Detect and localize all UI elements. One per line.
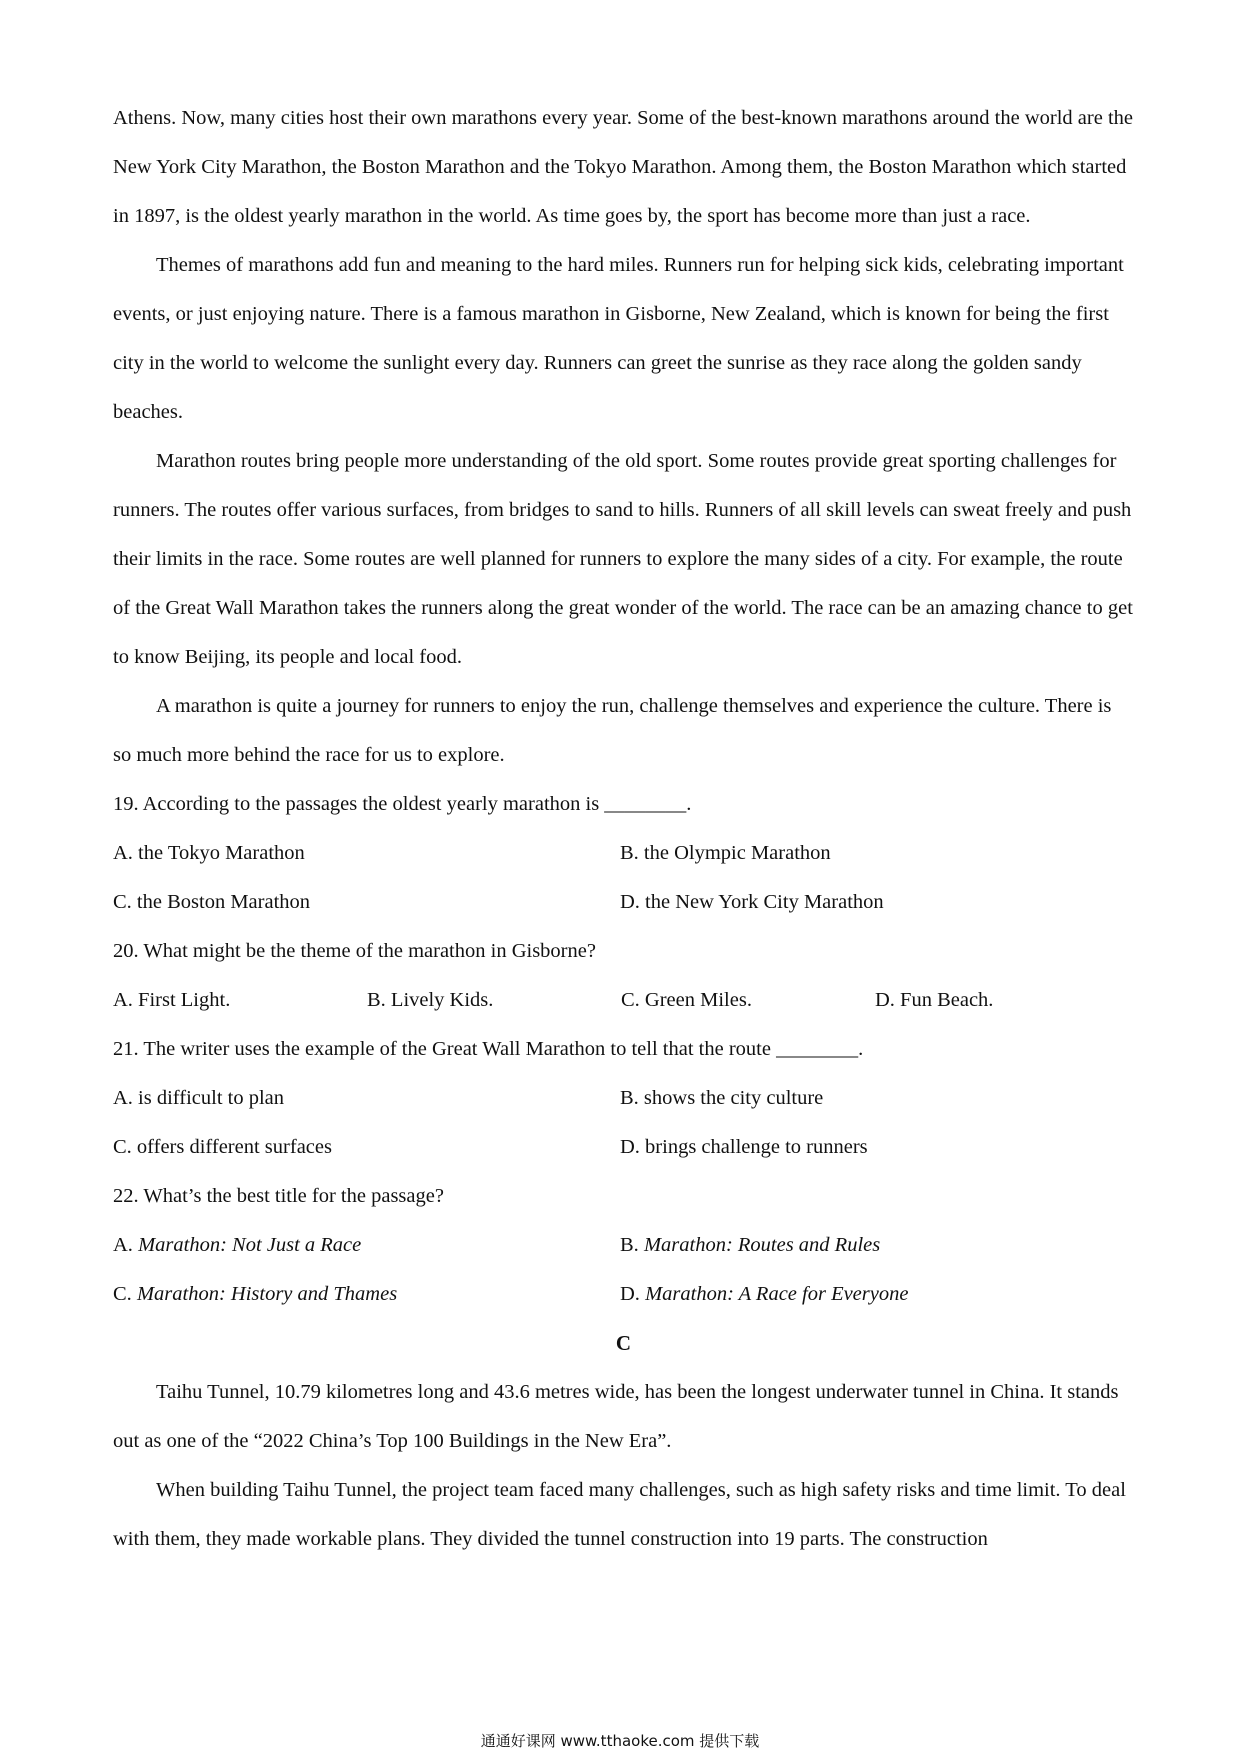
question-19-option-a: A. the Tokyo Marathon	[113, 842, 305, 864]
option-title: Marathon: Not Just a Race	[138, 1234, 362, 1256]
question-22-option-c	[113, 1270, 620, 1319]
question-19-stem: 19. According to the passages the oldest yearly marathon is ________.	[113, 793, 692, 815]
question-22-option-d	[620, 1270, 1127, 1319]
passage-b-paragraph-2: Themes of marathons add fun and meaning to the hard miles. Runners run for helping sick kids, celebrating important events, or just enjoying nature. There is a famous marathon in Gisborne, New Zealand, which is known for being the first city in the world to welcome the sunlight every day. Runners can greet the sunrise as they race along the golden sandy beaches.	[113, 254, 1124, 423]
question-19-option-d: D. the New York City Marathon	[620, 891, 884, 913]
question-19-option-c: C. the Boston Marathon	[113, 891, 311, 913]
question-20-option-b: B. Lively Kids.	[367, 989, 494, 1011]
option-title: Marathon: History and Thames	[136, 1283, 398, 1305]
passage-b	[113, 94, 1133, 780]
passage-c-paragraph-1: Taihu Tunnel, 10.79 kilometres long and 43.6 metres wide, has been the longest underwater tunnel in China. It stands out as one of the “2022 China’s Top 100 Buildings in the New Era”.	[113, 1381, 1119, 1452]
question-22	[113, 1172, 1133, 1319]
passage-b-paragraph-4: A marathon is quite a journey for runners to enjoy the run, challenge themselves and experience the culture. There is so much more behind the race for us to explore.	[113, 695, 1112, 766]
option-letter: C.	[113, 1283, 137, 1305]
passage-b-paragraph-1: Athens. Now, many cities host their own marathons every year. Some of the best-known marathons around the world are the New York City Marathon, the Boston Marathon and the Tokyo Marathon. Among them, the Boston Marathon which started in 1897, is the oldest yearly marathon in the world. As time goes by, the sport has become more than just a race.	[113, 107, 1133, 227]
option-title: Marathon: Routes and Rules	[643, 1234, 881, 1256]
question-20-option-c: C. Green Miles.	[621, 989, 752, 1011]
question-21-option-a: A. is difficult to plan	[113, 1087, 285, 1109]
page-footer: 通通好课网 www.tthaoke.com 提供下载	[480, 1732, 760, 1750]
question-21-option-d: D. brings challenge to runners	[620, 1136, 868, 1158]
question-19-option-b: B. the Olympic Marathon	[620, 842, 831, 864]
question-19-options	[113, 829, 1133, 927]
option-letter: B.	[620, 1234, 644, 1256]
question-20-options	[113, 976, 1133, 1025]
question-21-options	[113, 1074, 1133, 1172]
question-22-option-a	[113, 1221, 620, 1270]
question-21-option-b: B. shows the city culture	[620, 1087, 824, 1109]
question-22-options	[113, 1221, 1133, 1319]
question-22-option-b	[620, 1221, 1127, 1270]
question-20-option-a: A. First Light.	[113, 989, 231, 1011]
option-title: Marathon: A Race for Everyone	[645, 1283, 909, 1305]
question-21-option-c: C. offers different surfaces	[113, 1136, 332, 1158]
question-20-stem: 20. What might be the theme of the marathon in Gisborne?	[113, 940, 596, 962]
passage-c	[113, 1319, 1133, 1564]
question-19	[113, 780, 1133, 927]
option-letter: D.	[620, 1283, 646, 1305]
question-21-stem: 21. The writer uses the example of the Great Wall Marathon to tell that the route ________.	[113, 1038, 864, 1060]
document-page	[113, 94, 1133, 1564]
passage-c-paragraph-2: When building Taihu Tunnel, the project team faced many challenges, such as high safety risks and time limit. To deal with them, they made workable plans. They divided the tunnel construction into 19 parts. The construction	[113, 1479, 1126, 1550]
option-letter: A.	[113, 1234, 139, 1256]
question-20-option-d: D. Fun Beach.	[875, 989, 994, 1011]
question-21	[113, 1025, 1133, 1172]
passage-b-paragraph-3: Marathon routes bring people more understanding of the old sport. Some routes provide great sporting challenges for runners. The routes offer various surfaces, from bridges to sand to hills. Runners of all skill levels can sweat freely and push their limits in the race. Some routes are well planned for runners to explore the many sides of a city. For example, the route of the Great Wall Marathon takes the runners along the great wonder of the world. The race can be an amazing chance to get to know Beijing, its people and local food.	[113, 450, 1133, 668]
question-22-stem: 22. What’s the best title for the passage?	[113, 1185, 444, 1207]
section-title-c: C	[615, 1331, 632, 1355]
question-20	[113, 927, 1133, 1025]
